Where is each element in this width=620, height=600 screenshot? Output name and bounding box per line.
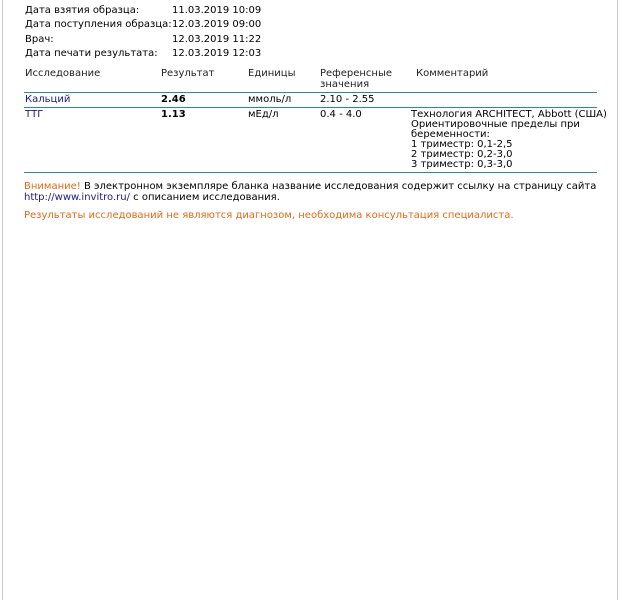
test-name-link[interactable]: ТТГ xyxy=(25,109,44,120)
meta-value: 11.03.2019 10:09 xyxy=(172,5,262,16)
result-value: 1.13 xyxy=(161,109,186,120)
meta-label: Врач: xyxy=(25,34,54,45)
table-divider xyxy=(24,92,597,93)
meta-label: Дата поступления образца: xyxy=(25,19,172,30)
invitro-site-link[interactable]: http://www.invitro.ru/ xyxy=(24,192,130,203)
test-name-link[interactable]: Кальций xyxy=(25,94,71,105)
units-value: мЕд/л xyxy=(248,109,279,120)
column-header-units: Единицы xyxy=(248,68,296,79)
column-header-comment: Комментарий xyxy=(416,68,489,79)
comment-line: Технология ARCHITECT, Abbott (США) xyxy=(411,109,607,120)
reference-value: 0.4 - 4.0 xyxy=(320,109,362,120)
result-value: 2.46 xyxy=(161,94,186,105)
table-divider xyxy=(24,172,597,173)
diagnosis-disclaimer: Результаты исследований не являются диагнозом, необходима консультация специалиста. xyxy=(24,210,514,221)
page-border-left xyxy=(2,0,3,600)
units-value: ммоль/л xyxy=(248,94,292,105)
column-header-reference-line1: Референсные xyxy=(320,68,393,79)
column-header-reference-line2: значения xyxy=(320,79,370,90)
comment-line: беременности: xyxy=(411,129,490,140)
meta-value: 12.03.2019 12:03 xyxy=(172,48,262,59)
page-border-right xyxy=(617,0,618,600)
comment-line: 1 триместр: 0,1-2,5 xyxy=(411,139,513,150)
electronic-copy-notice xyxy=(24,181,604,203)
notice-text: В электронном экземпляре бланка название исследования содержит ссылку на страницу сайта xyxy=(80,181,597,192)
notice-warning-word: Внимание! xyxy=(24,181,81,192)
comment-line: Ориентировочные пределы при xyxy=(411,119,580,130)
meta-value: 12.03.2019 11:22 xyxy=(172,34,262,45)
meta-label: Дата взятия образца: xyxy=(25,5,140,16)
reference-value: 2.10 - 2.55 xyxy=(320,94,375,105)
meta-value: 12.03.2019 09:00 xyxy=(172,19,262,30)
column-header-test: Исследование xyxy=(25,68,101,79)
comment-line: 3 триместр: 0,3-3,0 xyxy=(411,159,513,170)
column-header-result: Результат xyxy=(161,68,215,79)
comment-cell xyxy=(411,110,607,170)
column-header-reference xyxy=(320,68,392,90)
comment-line: 2 триместр: 0,2-3,0 xyxy=(411,149,513,160)
notice-text-tail: с описанием исследования. xyxy=(130,192,280,203)
table-divider xyxy=(24,107,597,108)
meta-label: Дата печати результата: xyxy=(25,48,158,59)
